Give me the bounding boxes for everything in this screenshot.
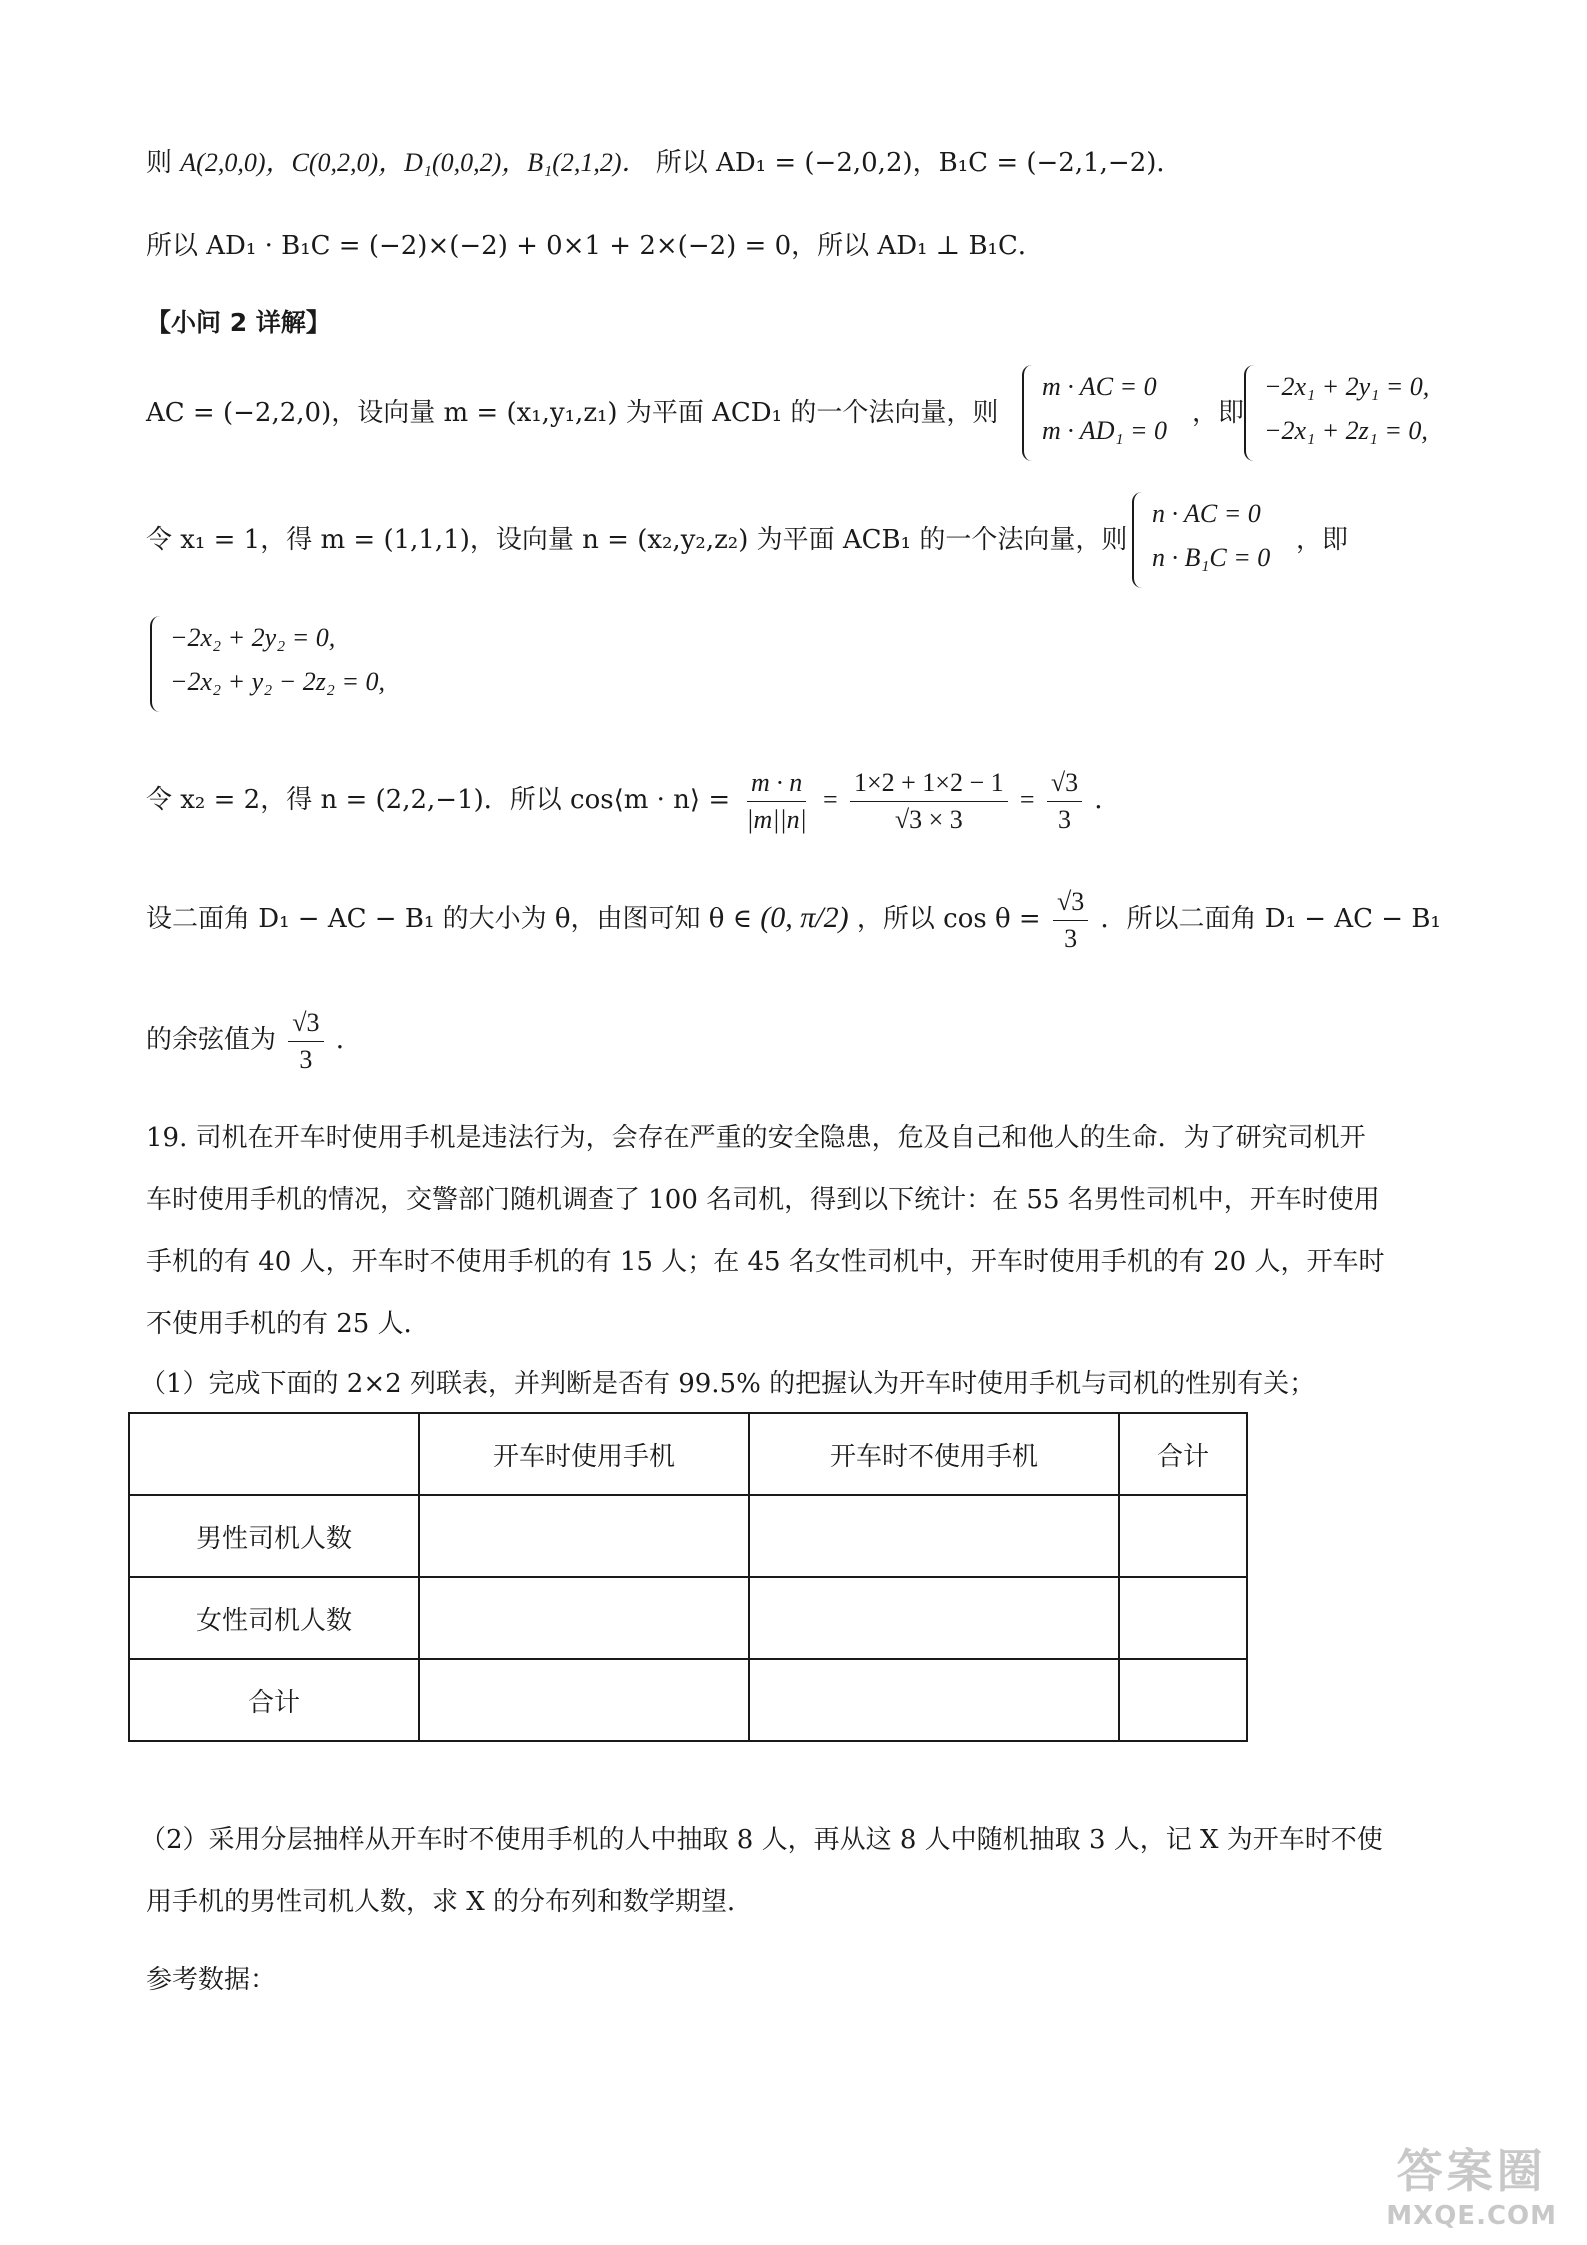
system-m-jointext: ，即 [1192, 398, 1245, 428]
table-cell[interactable] [419, 1577, 749, 1659]
fraction-mn-num: m · n [747, 765, 806, 802]
watermark-text: 答案圈 [1396, 2144, 1547, 2198]
dihedral-mid: ，所以 cos θ = [856, 904, 1041, 934]
q19-sub2-line1: （2）采用分层抽样从开车时不使用手机的人中抽取 8 人，再从这 8 人中随机抽取 3 人，记 X 为开车时不使 [140, 1825, 1383, 1855]
q19-sub2-line2: 用手机的男性司机人数，求 X 的分布列和数学期望． [146, 1887, 754, 1917]
fraction-value-den: √3 × 3 [894, 804, 963, 834]
part1-vectors: 所以 AD₁ = (−2,0,2)，B₁C = (−2,1,−2)． [655, 148, 1183, 178]
contingency-table [128, 1412, 1248, 1742]
table-cell[interactable] [1119, 1577, 1247, 1659]
q19-sub1: （1）完成下面的 2×2 列联表，并判断是否有 99.5% 的把握认为开车时使用手机与司机的性别有关； [140, 1369, 1316, 1399]
system-m-row2: m · AD₁ = 0 [1042, 416, 1168, 445]
table-header-cell: 开车时使用手机 [419, 1413, 749, 1495]
equals-sign: = [1019, 785, 1035, 814]
system-n-row1: n · AC = 0 [1152, 499, 1261, 528]
table-row [129, 1495, 1247, 1577]
table-header-cell: 合计 [1119, 1413, 1247, 1495]
table-cell[interactable] [1119, 1495, 1247, 1577]
brace-icon [150, 616, 166, 712]
brace-icon [1132, 492, 1148, 588]
system-n-expanded [150, 616, 470, 712]
theta-interval: (0, π/2) [760, 901, 849, 934]
watermark-logo [1386, 2135, 1557, 2231]
system-m [1022, 365, 1202, 461]
system-n-row2: n · B₁C = 0 [1152, 543, 1271, 572]
table-cell[interactable] [1119, 1659, 1247, 1741]
fraction-mn [742, 765, 810, 838]
brace-icon [1244, 365, 1260, 461]
fraction-value-num: 1×2 + 1×2 − 1 [850, 765, 1008, 802]
fraction-cos-theta-num: √3 [1053, 884, 1088, 921]
fraction-cos-theta-den: 3 [1064, 923, 1078, 953]
brace-icon [1022, 365, 1038, 461]
watermark-url: MXQE.COM [1386, 2201, 1557, 2231]
dihedral-tail: ．所以二面角 D₁ − AC − B₁ [1100, 904, 1441, 934]
q19-para-line4: 不使用手机的有 25 人． [146, 1309, 430, 1339]
system-m-expanded-row2: −2x₁ + 2z₁ = 0, [1264, 416, 1428, 445]
fraction-result [1047, 765, 1082, 838]
table-cell[interactable] [749, 1659, 1119, 1741]
part1-line2 [146, 226, 1044, 266]
table-header-cell [129, 1413, 419, 1495]
fraction-final-den: 3 [299, 1044, 313, 1074]
table-row-label: 合计 [129, 1659, 419, 1741]
fraction-final-num: √3 [288, 1005, 323, 1042]
fraction-mn-den: |m||n| [746, 804, 807, 834]
table-row [129, 1659, 1247, 1741]
system-n-expanded-row2: −2x₂ + y₂ − 2z₂ = 0, [170, 667, 385, 696]
part1-points: A(2,0,0)，C(0,2,0)，D₁(0,0,2)，B₁(2,1,2)． [180, 148, 648, 177]
part2-line-x1: 令 x₁ = 1，得 m = (1,1,1)，设向量 n = (x₂,y₂,z₂) 为平面 ACB₁ 的一个法向量，则 [146, 525, 1128, 555]
part2-line-ac: AC = (−2,2,0)，设向量 m = (x₁,y₁,z₁) 为平面 ACD₁ 的一个法向量，则 [146, 398, 999, 428]
cos-lead: 令 x₂ = 2，得 n = (2,2,−1)．所以 cos⟨m · n⟩ = [146, 785, 731, 815]
q19-reference: 参考数据： [146, 1965, 277, 1995]
part2-line-cos [146, 760, 1120, 840]
equals-sign: = [823, 785, 838, 814]
system-n [1132, 492, 1302, 588]
q19-para-line3: 手机的有 40 人，开车时不使用手机的有 15 人；在 45 名女性司机中，开车时使用手机的有 20 人，开车时 [146, 1247, 1385, 1277]
table-cell[interactable] [419, 1495, 749, 1577]
fraction-result-num: √3 [1047, 765, 1082, 802]
part1-line1-text: 则 [146, 148, 173, 178]
table-cell[interactable] [749, 1495, 1119, 1577]
system-n-expanded-row1: −2x₂ + 2y₂ = 0, [170, 623, 336, 652]
system-m-row1: m · AC = 0 [1042, 372, 1157, 401]
table-header-row [129, 1413, 1247, 1495]
fraction-cos-theta [1053, 884, 1088, 957]
system-m-expanded [1244, 365, 1444, 461]
fraction-result-den: 3 [1057, 804, 1071, 834]
table-header-cell: 开车时不使用手机 [749, 1413, 1119, 1495]
table-row-label: 女性司机人数 [129, 1577, 419, 1659]
system-n-jointext: ，即 [1296, 525, 1349, 555]
part2-line-result [146, 1000, 362, 1080]
system-m-expanded-row1: −2x₁ + 2y₁ = 0, [1264, 372, 1430, 401]
part1-dot-product: 所以 AD₁ · B₁C = (−2)×(−2) + 0×1 + 2×(−2) = 0，所以 AD₁ ⊥ B₁C． [146, 231, 1044, 261]
fraction-final [288, 1005, 323, 1078]
dihedral-lead: 设二面角 D₁ − AC − B₁ 的大小为 θ，由图可知 θ ∈ [146, 904, 752, 934]
table-row-label: 男性司机人数 [129, 1495, 419, 1577]
q19-para-line1: 19. 司机在开车时使用手机是违法行为，会存在严重的安全隐患，危及自己和他人的生命．为了研究司机开 [146, 1123, 1366, 1153]
table-cell[interactable] [419, 1659, 749, 1741]
part2-heading: 【小问 2 详解】 [146, 308, 331, 337]
table-cell[interactable] [749, 1577, 1119, 1659]
fraction-value [850, 765, 1008, 838]
part2-line-dihedral [146, 878, 1441, 959]
result-lead: 的余弦值为 [146, 1025, 277, 1055]
result-tail: ． [335, 1025, 362, 1055]
period: ． [1094, 785, 1121, 815]
part1-line1 [146, 143, 1182, 183]
q19-para-line2: 车时使用手机的情况，交警部门随机调查了 100 名司机，得到以下统计：在 55 名男性司机中，开车时使用 [146, 1185, 1380, 1215]
table-row [129, 1577, 1247, 1659]
